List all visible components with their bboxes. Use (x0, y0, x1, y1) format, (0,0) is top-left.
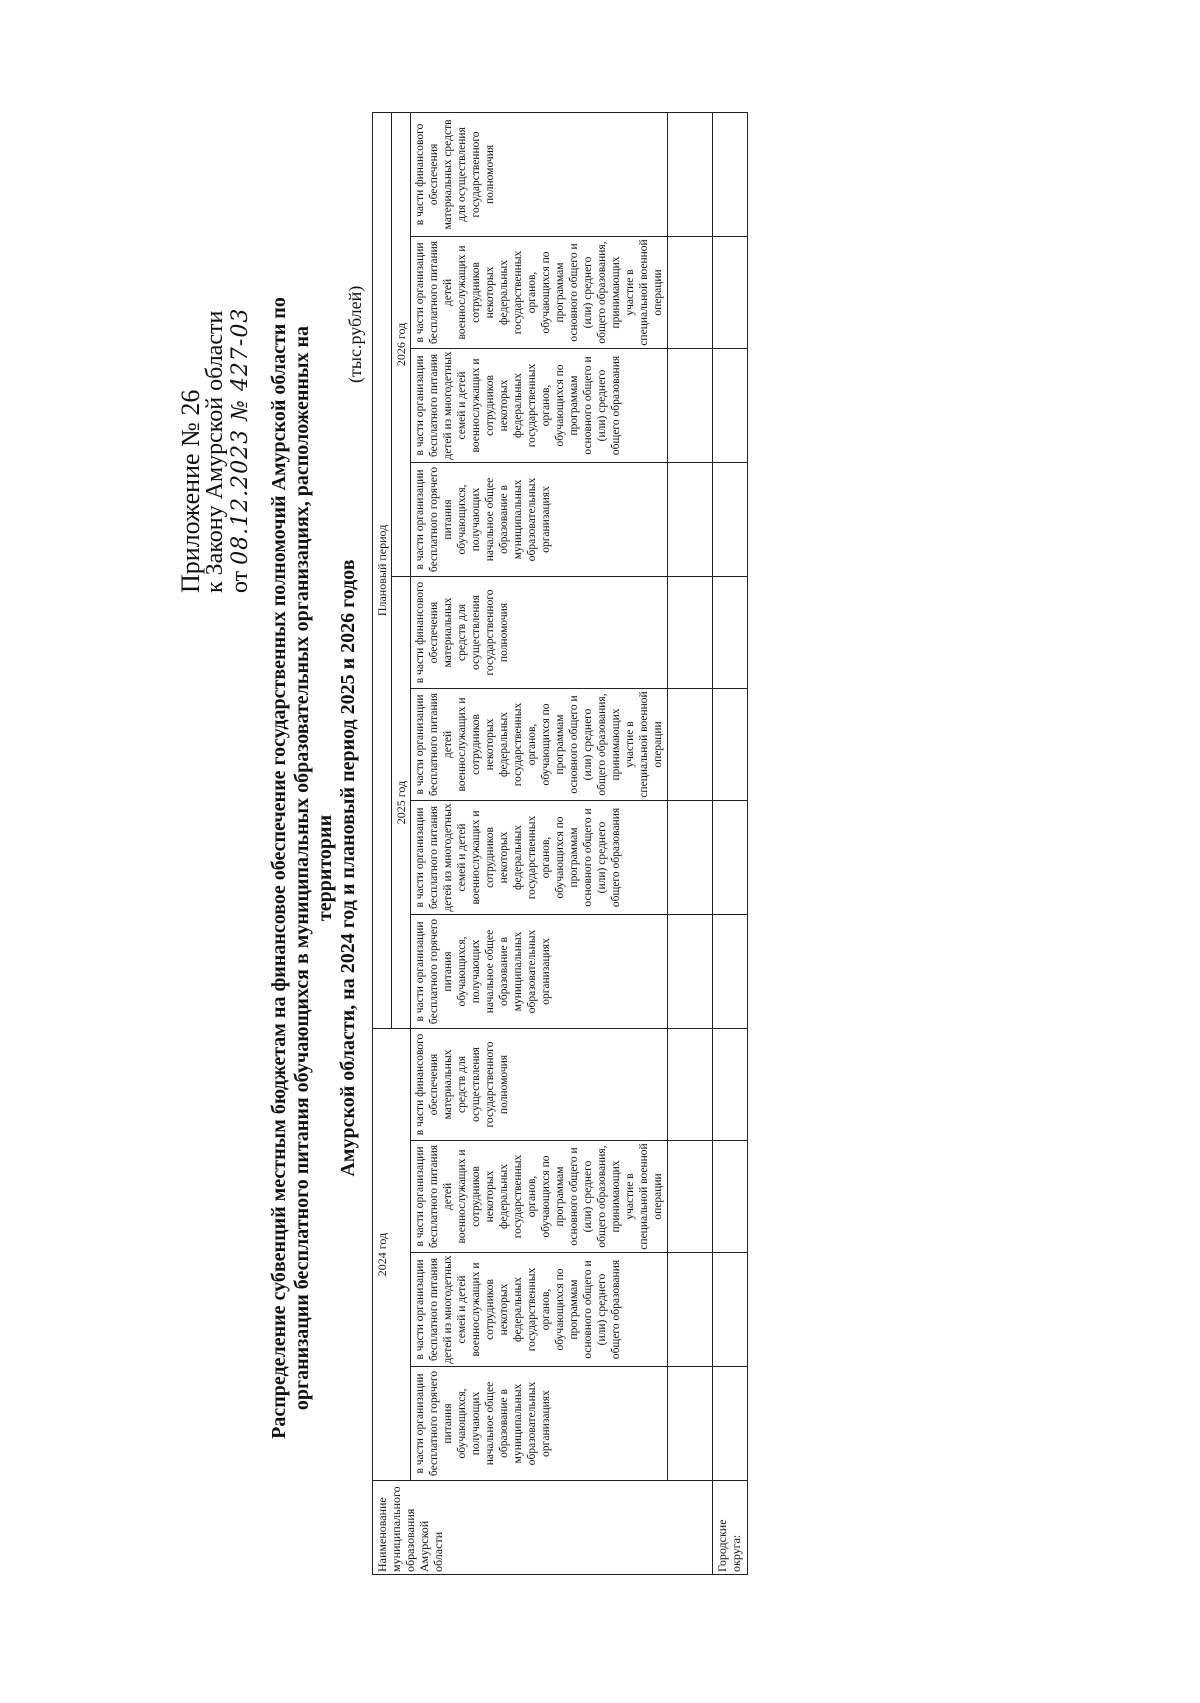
col-2025-large-families: в части организации бесплатного питания детей из многодетных семей и детей военнослужащих и сотрудников некоторых федеральных государственных органов, обучающихся по программам основного общего и (или) среднего общего образования (411, 800, 668, 914)
col-2025-hot-meals: в части организации бесплатного горячего питания обучающихся, получающих начальное общее образование в муниципальных образовательных организациях (411, 914, 668, 1028)
title-line-2: организации бесплатного питания обучающихся в муниципальных образовательных организациях, расположенных на территории (291, 325, 336, 1411)
header-year-2025: 2025 год (392, 576, 411, 1028)
title-line-3: Амурской области, на 2024 год и плановый период 2025 и 2026 годов (337, 559, 359, 1177)
document-title (268, 283, 360, 1453)
col-2024-large-families: в части организации бесплатного питания детей из многодетных семей и детей военнослужащих и сотрудников некоторых федеральных государственных органов, обучающихся по программам основного общего и (или) среднего общего образования (411, 1253, 668, 1367)
appendix-date-line (228, 308, 253, 593)
unit-label: (тыс.рублей) (345, 285, 365, 383)
col-2026-svo-participants: в части организации бесплатного питания детей военнослужащих и сотрудников некоторых федеральных государственных органов, обучающихся по программам основного общего и (или) среднего общего образования, принимающих участие в специальной военной операции (411, 236, 668, 348)
header-year-2024: 2024 год (373, 1028, 411, 1480)
col-2026-hot-meals: в части организации бесплатного горячего питания обучающихся, получающих начальное общее образование в муниципальных образовательных организациях (411, 462, 668, 576)
row-label-city-districts: Городские округа: (713, 1481, 748, 1575)
col-2026-large-families: в части организации бесплатного питания детей из многодетных семей и детей военнослужащих и сотрудников некоторых федеральных государственных органов, обучающихся по программам основного общего и (или) среднего общего образования (411, 348, 668, 462)
header-row-1 (373, 112, 392, 1574)
appendix-handwritten-date: 08.12.2023 № 427-03 (228, 307, 253, 565)
header-row-3 (411, 112, 668, 1574)
table-row (713, 112, 748, 1574)
appendix-header (178, 308, 253, 593)
col-2024-material-support: в части финансового обеспечения материальных средств для осуществления государственного полномочия (411, 1028, 668, 1140)
col-2026-material-support: в части финансового обеспечения материальных средств для осуществления государственного полномочия (411, 112, 668, 236)
column-header-municipality: Наименование муниципального образования Амурской области (373, 1481, 713, 1575)
col-2025-svo-participants: в части организации бесплатного питания детей военнослужащих и сотрудников некоторых федеральных государственных органов, обучающихся по программам основного общего и (или) среднего общего образования, принимающих участие в специальной военной операции (411, 688, 668, 800)
title-line-1: Распределение субвенций местным бюджетам на финансовое обеспечение государственных полномочий Амурской области по (268, 297, 290, 1439)
col-2024-hot-meals: в части организации бесплатного горячего питания обучающихся, получающих начальное общее образование в муниципальных образовательных организациях (411, 1367, 668, 1481)
appendix-law-ref: к Закону Амурской области (202, 310, 228, 593)
subvention-table (372, 112, 748, 1575)
header-row-4 (668, 112, 713, 1574)
col-2024-svo-participants: в части организации бесплатного питания детей военнослужащих и сотрудников некоторых федеральных государственных органов, обучающихся по программам основного общего и (или) среднего общего образования, принимающих участие в специальной военной операции (411, 1141, 668, 1253)
appendix-number: Приложение № 26 (176, 389, 205, 593)
header-planning-period: Плановый период (373, 112, 392, 1028)
appendix-date-prefix: от (227, 570, 253, 593)
header-year-2026: 2026 год (392, 112, 411, 576)
col-2025-material-support: в части финансового обеспечения материальных средств для осуществления государственного полномочия (411, 576, 668, 688)
